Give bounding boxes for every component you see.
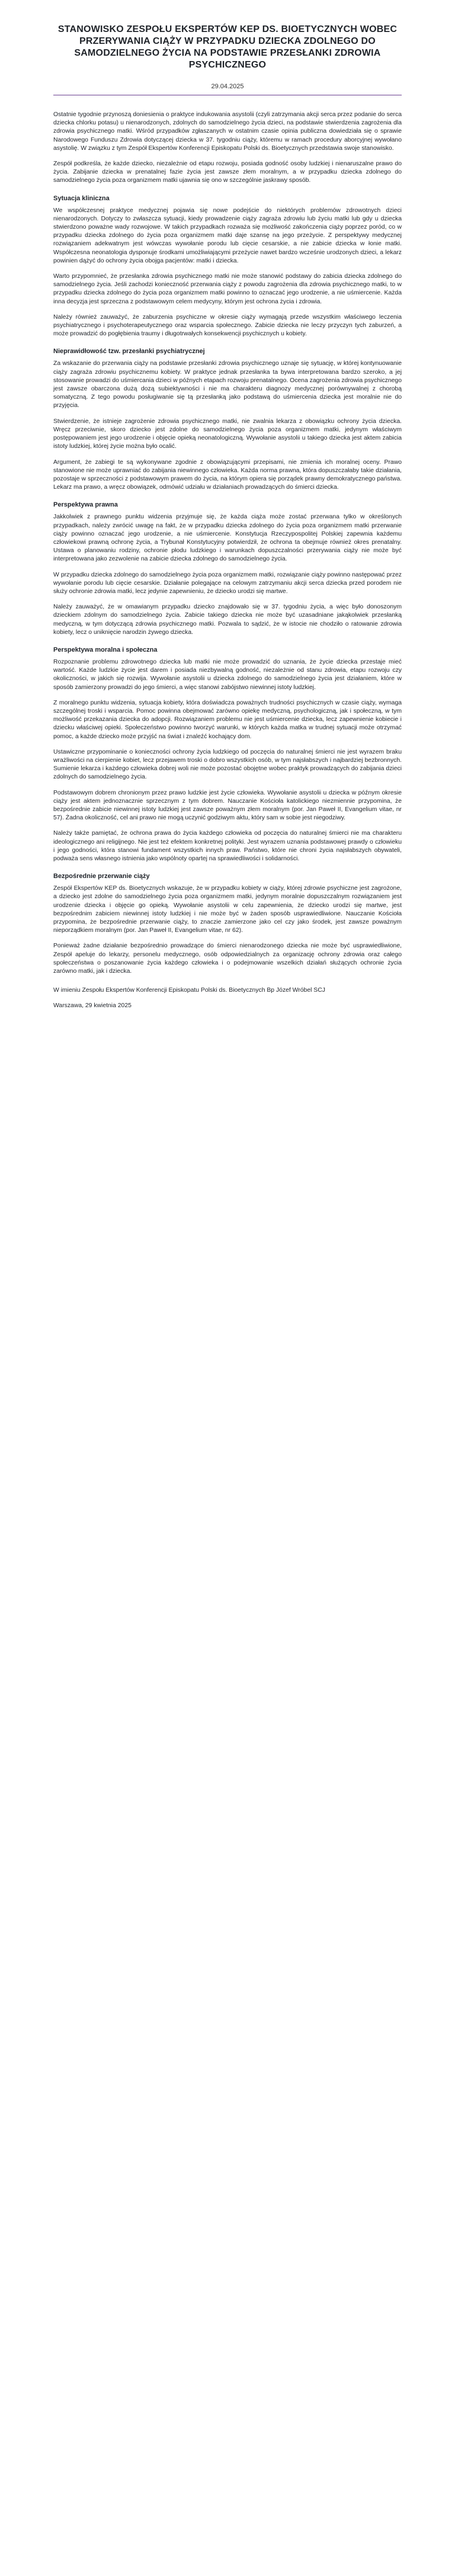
section-paragraph: Rozpoznanie problemu zdrowotnego dziecka lub matki nie może prowadzić do uznania, że życie dziecka przestaje mieć wartość. Każde ludzkie życie jest darem i posiada niezbywalną godność, niezależnie od stanu zdrowia, etapu rozwoju czy okoliczności, w jakich się rozwija. Wywołanie asystolii u dziecka zdolnego do samodzielnego życia jest działaniem, które w sposób zamierzony prowadzi do jego śmierci, a więc stanowi zabójstwo niewinnej istoty ludzkiej.: [53, 658, 402, 691]
section-paragraph: Ponieważ żadne działanie bezpośrednio prowadzące do śmierci nienarodzonego dziecka nie może być usprawiedliwione, Zespół apeluje do lekarzy, personelu medycznego, osób odpowiedzialnych za organizację ochrony zdrowia oraz całego społeczeństwa o poszanowanie życia każdego człowieka i o podejmowanie wszelkich działań służących ochronie życia zarówno matki, jak i dziecka.: [53, 943, 402, 975]
section-paragraph: Jakkolwiek z prawnego punktu widzenia przyjmuje się, że każda ciąża może zostać przerwana tylko w określonych przypadkach, należy zwrócić uwagę na fakt, że w przypadku dziecka zdolnego do życia poza organizmem matki przerwanie ciąży powinno oznaczać jego urodzenie, a nie uśmiercenie. Konstytucja Rzeczypospolitej Polskiej zapewnia każdemu człowiekowi prawną ochronę życia, a Trybunał Konstytucyjny potwierdził, że ochrona ta obejmuje również okres prenatalny. Ustawa o planowaniu rodziny, ochronie płodu ludzkiego i warunkach dopuszczalności przerywania ciąży nie może być interpretowana jako zezwolenie na zabicie dziecka zdolnego do samodzielnego życia.: [53, 514, 402, 563]
section-paragraph: Za wskazanie do przerwania ciąży na podstawie przesłanki zdrowia psychicznego uznaje się sytuację, w której kontynuowanie ciąży zagraża zdrowiu psychicznemu kobiety. W praktyce jednak przesłanka ta bywa interpretowana bardzo szeroko, a jej stosowanie prowadzi do uśmiercania dzieci w późnych etapach rozwoju prenatalnego. Ocena zagrożenia zdrowia psychicznego jest zawsze obarczona dużą dozą subiektywności i nie ma charakteru diagnozy medycznej porównywalnej z chorobą somatyczną. Z tego powodu posługiwanie się tą przesłanką jako podstawą do uśmiercenia dziecka jest moralnie nie do przyjęcia.: [53, 360, 402, 409]
section-heading: Nieprawidłowość tzw. przesłanki psychiatrycznej: [53, 348, 205, 355]
section-paragraph: Warto przypomnieć, że przesłanka zdrowia psychicznego matki nie może stanowić podstawy do zabicia dziecka zdolnego do samodzielnego życia. Jeśli zachodzi konieczność przerwania ciąży z powodu zagrożenia dla zdrowia psychicznego matki, to w przypadku dziecka zdolnego do życia poza organizmem matki powinno to oznaczać jego urodzenie, a nie uśmiercenie. Każda inna decyzja jest sprzeczna z podstawowym celem medycyny, którym jest ochrona życia i zdrowia.: [53, 273, 402, 305]
section-paragraph: W przypadku dziecka zdolnego do samodzielnego życia poza organizmem matki, rozwiązanie ciąży powinno następować przez wywołanie porodu lub cięcie cesarskie. Działanie polegające na celowym zatrzymaniu akcji serca dziecka przed porodem nie służy ochronie zdrowia matki, lecz jedynie zapewnieniu, że dziecko urodzi się martwe.: [53, 571, 402, 595]
intro-paragraph: Ostatnie tygodnie przynoszą doniesienia o praktyce indukowania asystolii (czyli zatrzymania akcji serca przez podanie do serca dziecka chlorku potasu) u nienarodzonych, zdolnych do samodzielnego życia dzieci, na podstawie stwierdzenia zagrożenia dla zdrowia psychicznego matki. Wśród przypadków zgłaszanych w ostatnim czasie opinia publiczna dowiedziała się o sprawie Narodowego Funduszu Zdrowia dotyczącej dziecka w 37. tygodniu ciąży, któremu w ramach procedury aborcyjnej wywołano asystolię. W związku z tym Zespół Ekspertów Konferencji Episkopatu Polski ds. Bioetycznych przedstawia swoje stanowisko.: [53, 111, 402, 152]
signature: W imieniu Zespołu Ekspertów Konferencji Episkopatu Polski ds. Bioetycznych Bp Józef Wróbel SCJ: [53, 987, 325, 994]
section-paragraph: Zespół Ekspertów KEP ds. Bioetycznych wskazuje, że w przypadku kobiety w ciąży, której zdrowie psychiczne jest zagrożone, a dziecko jest zdolne do samodzielnego życia poza organizmem matki, jedynym moralnie dopuszczalnym rozwiązaniem jest urodzenie dziecka i objęcie go opieką. Wywołanie asystolii w celu zapewnienia, że dziecko urodzi się martwe, jest bezpośrednim zabiciem niewinnej istoty ludzkiej i nie może być w żaden sposób usprawiedliwione. Nauczanie Kościoła przypomina, że bezpośrednie przerwanie ciąży, to znaczie zamierzone jako cel czy jako środek, jest zawsze poważnym nieporządkiem moralnym (por. Jan Paweł II, Evangelium vitae, nr 62).: [53, 885, 402, 934]
place-date: Warszawa, 29 kwietnia 2025: [53, 1002, 132, 1010]
section-heading: Bezpośrednie przerwanie ciąży: [53, 873, 150, 880]
section-heading: Perspektywa moralna i społeczna: [53, 646, 158, 653]
section-paragraph: Argument, że zabiegi te są wykonywane zgodnie z obowiązującymi przepisami, nie zmienia ich moralnej oceny. Prawo stanowione nie może uprawniać do zabijania niewinnego człowieka. Każda norma prawna, która dopuszczałaby takie działania, pozostaje w sprzeczności z podstawowym prawem do życia, na którym opiera się porządek prawny demokratycznego państwa. Lekarz ma prawo, a wręcz obowiązek, odmówić udziału w działaniach prowadzących do śmierci dziecka.: [53, 459, 402, 491]
intro-paragraph: Zespół podkreśla, że każde dziecko, niezależnie od etapu rozwoju, posiada godność osoby ludzkiej i nienaruszalne prawo do życia. Zabijanie dziecka w prenatalnej fazie życia jest zawsze złem moralnym, a w przypadku dziecka zdolnego do samodzielnego życia poza organizmem matki ujawnia się ono w szczególnie jaskrawy sposób.: [53, 161, 402, 184]
section-paragraph: Stwierdzenie, że istnieje zagrożenie zdrowia psychicznego matki, nie zwalnia lekarza z obowiązku ochrony życia dziecka. Wręcz przeciwnie, skoro dziecko jest zdolne do samodzielnego życia poza organizmem matki, jedynym właściwym postępowaniem jest jego urodzenie i objęcie opieką neonatologiczną. Wywołanie asystolii u takiego dziecka jest aktem zabicia istoty ludzkiej, której życie można było ocalić.: [53, 418, 402, 450]
document-title: STANOWISKO ZESPOŁU EKSPERTÓW KEP DS. BIOETYCZNYCH WOBEC PRZERYWANIA CIĄŻY W PRZYPADKU DZIECKA ZDOLNEGO DO SAMODZIELNEGO ŻYCIA NA PODSTAWIE PRZESŁANKI ZDROWIA PSYCHICZNEGO: [57, 24, 398, 70]
section-paragraph: Ustawiczne przypominanie o konieczności ochrony życia ludzkiego od poczęcia do naturalnej śmierci nie jest wyrazem braku wrażliwości na cierpienie kobiet, lecz przejawem troski o dobro wszystkich osób, w tym najsłabszych i najbardziej bezbronnych. Sumienie lekarza i każdego człowieka dobrej woli nie może pozostać obojętne wobec praktyk prowadzących do zabijania dzieci zdolnych do samodzielnego życia.: [53, 748, 402, 781]
section-paragraph: Należy również zauważyć, że zaburzenia psychiczne w okresie ciąży wymagają przede wszystkim właściwego leczenia psychiatrycznego i psychoterapeutycznego oraz wsparcia społecznego. Zabicie dziecka nie leczy przyczyn tych zaburzeń, a może prowadzić do pogłębienia traumy i długotrwałych konsekwencji psychicznych u kobiety.: [53, 313, 402, 338]
document: [0, 0, 455, 1011]
section-heading: Perspektywa prawna: [53, 501, 118, 509]
section-paragraph: Z moralnego punktu widzenia, sytuacja kobiety, która doświadcza poważnych trudności psychicznych w czasie ciąży, wymaga szczególnej troski i wsparcia. Pomoc powinna obejmować zarówno opiekę medyczną, psychologiczną, jak i społeczną, w tym możliwość przekazania dziecka do adopcji. Rozwiązaniem problemu nie jest uśmiercenie dziecka, lecz zapewnienie kobiecie i dziecku właściwej opieki. Społeczeństwo powinno tworzyć warunki, w których każda matka w trudnej sytuacji może otrzymać pomoc, a każde dziecko może przyjść na świat i znaleźć kochający dom.: [53, 699, 402, 740]
section-paragraph: Należy zauważyć, że w omawianym przypadku dziecko znajdowało się w 37. tygodniu życia, a więc było donoszonym dzieckiem zdolnym do samodzielnego życia. Zabicie takiego dziecka nie może być uzasadniane jakąkolwiek przesłanką medyczną, w tym dotyczącą zdrowia psychicznego matki. Pozwala to sądzić, że w istocie nie chodziło o ratowanie zdrowia kobiety, lecz o uniknięcie narodzin żywego dziecka.: [53, 604, 402, 636]
section-paragraph: Podstawowym dobrem chronionym przez prawo ludzkie jest życie człowieka. Wywołanie asystolii u dziecka w późnym okresie ciąży jest aktem jednoznacznie sprzecznym z tym dobrem. Nauczanie Kościoła katolickiego niezmiennie przypomina, że bezpośrednie zabicie niewinnej istoty ludzkiej jest zawsze poważnym złem moralnym (por. Jan Paweł II, Evangelium vitae, nr 57). Żadna okoliczność, cel ani prawo nie mogą uczynić godziwym aktu, który sam w sobie jest niegodziwy.: [53, 789, 402, 822]
section-heading: Sytuacja kliniczna: [53, 194, 110, 202]
document-date: 29.04.2025: [211, 83, 244, 90]
section-paragraph: We współczesnej praktyce medycznej pojawia się nowe podejście do niektórych problemów zdrowotnych dzieci nienarodzonych. Dotyczy to zwłaszcza sytuacji, kiedy prowadzenie ciąży zagraża zdrowiu lub życiu matki lub gdy u dziecka stwierdzono poważne wady rozwojowe. W takich przypadkach rozważa się możliwość zakończenia ciąży poprzez poród, co w przypadku dziecka zdolnego do życia poza organizmem matki daje szansę na jego przeżycie. Z perspektywy medycznej rozwiązaniem adekwatnym jest wówczas wywołanie porodu lub cięcie cesarskie, a nie zabicie dziecka w łonie matki. Współczesna neonatologia dysponuje środkami umożliwiającymi przeżycie nawet bardzo wcześnie urodzonych dzieci, a lekarz powinien dążyć do ochrony życia obojga pacjentów: matki i dziecka.: [53, 207, 402, 264]
section-paragraph: Należy także pamiętać, że ochrona prawa do życia każdego człowieka od poczęcia do naturalnej śmierci nie ma charakteru ideologicznego ani religijnego. Nie jest też efektem konkretnej polityki. Jest wyrazem uznania podstawowej prawdy o człowieku i jego godności, która stanowi fundament wszystkich innych praw. Państwo, które nie chroni życia najsłabszych obywateli, podważa sens własnego istnienia jako wspólnoty opartej na sprawiedliwości i solidarności.: [53, 830, 402, 863]
